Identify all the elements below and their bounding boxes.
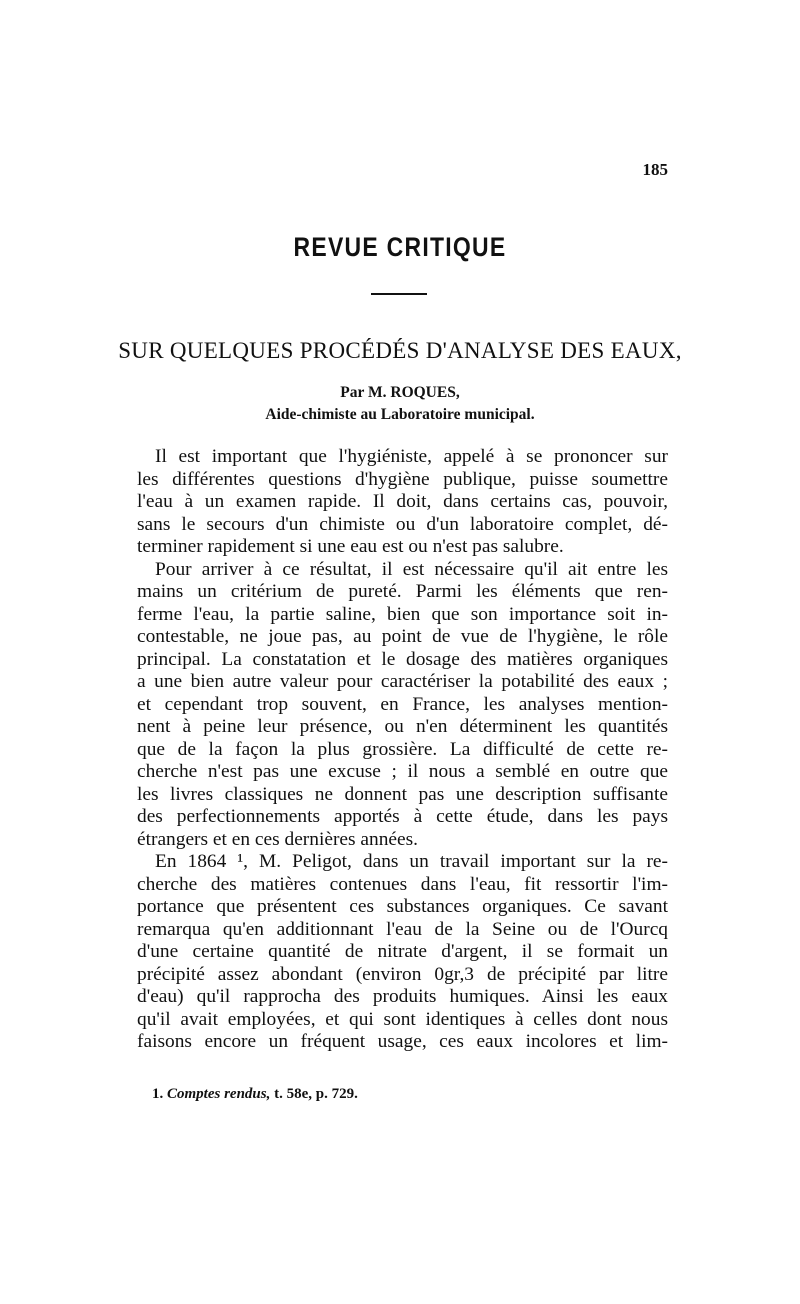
- footnote: [152, 1086, 668, 1103]
- footnote-reference: t. 58e, p. 729.: [274, 1086, 358, 1102]
- body-line: faisons encore un fréquent usage, ces eaux incolores et lim-: [137, 1031, 668, 1052]
- body-line: En 1864 ¹, M. Peligot, dans un travail important sur la re-: [155, 851, 668, 872]
- body-line: d'eau) qu'il rapprocha des produits humiques. Ainsi les eaux: [137, 986, 668, 1007]
- body-line: l'eau à un examen rapide. Il doit, dans certains cas, pouvoir,: [137, 491, 668, 512]
- body-line: Il est important que l'hygiéniste, appelé à se prononcer sur: [155, 446, 668, 467]
- footnote-source: Comptes rendus,: [167, 1086, 271, 1102]
- body-line: qu'il avait employées, et qui sont identiques à celles dont nous: [137, 1008, 668, 1030]
- body-line: a une bien autre valeur pour caractériser la potabilité des eaux ;: [137, 671, 668, 692]
- body-line: mains un critérium de pureté. Parmi les éléments que ren-: [137, 581, 668, 602]
- body-text: [137, 446, 668, 1054]
- body-line: des perfectionnements apportés à cette étude, dans les pays: [137, 806, 668, 827]
- body-line: cherche n'est pas une excuse ; il nous a semblé en outre que: [137, 761, 668, 782]
- author-byline: Par M. ROQUES,: [340, 384, 460, 401]
- body-line: cherche des matières contenues dans l'eau, fit ressortir l'im-: [137, 873, 668, 895]
- body-line: les différentes questions d'hygiène publique, puisse soumettre: [137, 468, 668, 490]
- body-line: portance que présentent ces substances organiques. Ce savant: [137, 896, 668, 917]
- body-line: que de la façon la plus grossière. La difficulté de cette re-: [137, 738, 668, 760]
- body-line: terminer rapidement si une eau est ou n'est pas salubre.: [137, 536, 564, 557]
- body-line: étrangers et en ces dernières années.: [137, 828, 419, 850]
- page-number: 185: [642, 160, 668, 179]
- article-title: SUR QUELQUES PROCÉDÉS D'ANALYSE DES EAUX,: [118, 338, 682, 363]
- body-line: principal. La constatation et le dosage des matières organiques: [137, 648, 668, 670]
- body-line: sans le secours d'un chimiste ou d'un laboratoire complet, dé-: [137, 513, 668, 535]
- body-line: nent à peine leur présence, ou n'en déterminent les quantités: [137, 716, 668, 737]
- body-line: d'une certaine quantité de nitrate d'argent, il se formait un: [137, 941, 668, 962]
- body-line: précipité assez abondant (environ 0gr,3 de précipité par litre: [137, 963, 668, 985]
- body-line: ferme l'eau, la partie saline, bien que son importance soit in-: [137, 603, 668, 625]
- author-affiliation: Aide-chimiste au Laboratoire municipal.: [265, 406, 535, 423]
- body-line: remarqua qu'en additionnant l'eau de la Seine ou de l'Ourcq: [137, 918, 668, 940]
- body-line: et cependant trop souvent, en France, les analyses mention-: [137, 693, 668, 715]
- body-line: contestable, ne joue pas, au point de vue de l'hygiène, le rôle: [137, 626, 668, 647]
- body-line: les livres classiques ne donnent pas une description suffisante: [137, 783, 668, 805]
- body-line: Pour arriver à ce résultat, il est nécessaire qu'il ait entre les: [155, 558, 668, 580]
- title-divider: [371, 293, 427, 295]
- section-title: REVUE CRITIQUE: [293, 232, 507, 262]
- footnote-number: 1.: [152, 1086, 164, 1102]
